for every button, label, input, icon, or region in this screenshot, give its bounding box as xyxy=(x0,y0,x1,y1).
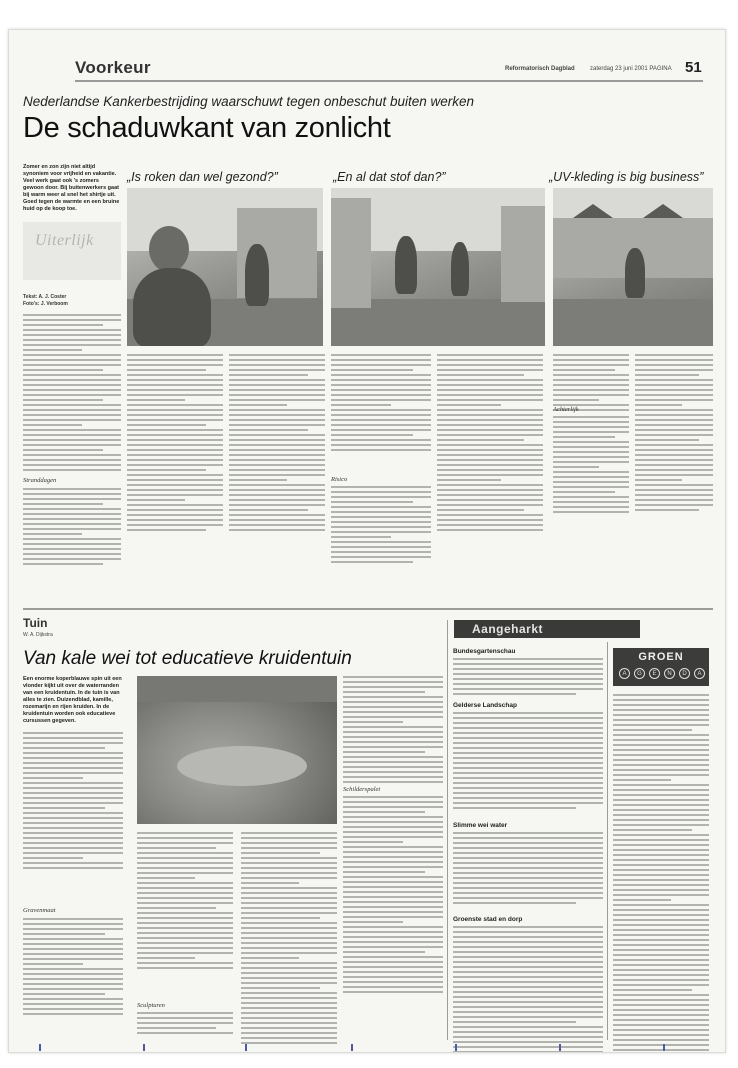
tuin-column-4b xyxy=(343,796,443,993)
item-groenste-stad: Groenste stad en dorp xyxy=(453,916,523,923)
agenda-letter: E xyxy=(649,668,660,679)
item-bundesgartenschau: Bundesgartenschau xyxy=(453,648,516,655)
body-column-3 xyxy=(229,354,325,531)
subhead-risico: Risico xyxy=(331,476,348,483)
subhead-stranddagen: Stranddagen xyxy=(23,477,57,484)
body-column-5 xyxy=(437,354,543,531)
rubric-box xyxy=(23,222,121,280)
tuin-byline: W. A. Dijkstra xyxy=(23,632,53,638)
rubric-tuin: Tuin xyxy=(23,616,48,630)
body-column-4b xyxy=(331,486,431,563)
section-divider xyxy=(23,608,713,610)
tuin-column-3 xyxy=(241,832,337,1044)
groen-title: GROEN xyxy=(638,651,684,663)
masthead xyxy=(75,58,715,82)
agenda-list xyxy=(613,694,709,1053)
aangeharkt-text-4 xyxy=(453,926,603,1053)
agenda-letter: D xyxy=(679,668,690,679)
photo-smoker xyxy=(127,188,323,346)
column-rule xyxy=(447,620,448,1040)
aangeharkt-title: Aangeharkt xyxy=(472,622,544,636)
agenda-letter: A xyxy=(694,668,705,679)
registration-marks xyxy=(39,1044,699,1052)
aangeharkt-text-3 xyxy=(453,832,603,904)
agenda-letter: G xyxy=(634,668,645,679)
aangeharkt-text-1 xyxy=(453,658,603,695)
agenda-letter: N xyxy=(664,668,675,679)
photo-herb-garden xyxy=(137,676,337,824)
rubric-label: Uiterlijk xyxy=(35,232,94,249)
body-column-6 xyxy=(553,354,629,411)
aangeharkt-text-2 xyxy=(453,712,603,809)
tuin-lead: Een enorme koperblauwe spin uit een vlonder kijkt uit over de waterranden van een kruidentuin. In de tuin is van alles te zien. Duizendblad, kamille, rozemarijn en rijen kruiden. In de kruidentuin worden ook educatieve cursussen gegeven. xyxy=(23,676,122,724)
page-number: 51 xyxy=(685,59,702,76)
column-title-1: „Is roken dan wel gezond?” xyxy=(127,170,278,184)
photo-dust xyxy=(331,188,545,346)
body-column-2 xyxy=(127,354,223,531)
byline-text: Tekst: A. J. Coster xyxy=(23,294,67,300)
tuin-column-2 xyxy=(137,832,233,969)
photo-uv-clothing xyxy=(553,188,713,346)
tuin-column-4 xyxy=(343,676,443,783)
body-column-6b xyxy=(553,416,629,513)
body-column-4 xyxy=(331,354,431,451)
body-column-1b xyxy=(23,488,121,565)
column-title-2: „En al dat stof dan?” xyxy=(333,170,446,184)
aangeharkt-banner xyxy=(454,620,640,638)
column-rule xyxy=(607,642,608,1040)
article-kicker: Nederlandse Kankerbestrijding waarschuwt tegen onbeschut buiten werken xyxy=(23,94,475,109)
article-lead: Zomer en zon zijn niet altijd synoniem voor vrijheid en vakantie. Veel werk gaat ook 's zomers gewoon door. Bij buitenwerkers gaat bij warm weer al snel het shirtje uit. Goed tegen de warmte en een bruine huid op de koop toe. xyxy=(23,164,120,212)
groen-agenda-header xyxy=(613,648,709,686)
masthead-rule xyxy=(75,80,703,82)
section-title: Voorkeur xyxy=(75,58,151,77)
newspaper-page xyxy=(8,29,726,1053)
tuin-headline: Van kale wei tot educatieve kruidentuin xyxy=(23,648,352,669)
subhead-sculpturen: Sculpturen xyxy=(137,1002,165,1009)
tuin-column-2b xyxy=(137,1012,233,1034)
item-slimme-wei-water: Slimme wei water xyxy=(453,822,508,829)
paper-name: Reformatorisch Dagblad xyxy=(505,66,575,72)
article-byline xyxy=(23,294,68,308)
tuin-column-1 xyxy=(23,732,123,869)
agenda-letter: A xyxy=(619,668,630,679)
byline-photo: Foto's: J. Verboom xyxy=(23,301,68,307)
article-headline: De schaduwkant van zonlicht xyxy=(23,112,391,144)
agenda-letters xyxy=(619,668,705,679)
subhead-schilderspalet: Schilderspalet xyxy=(343,786,381,793)
tuin-column-1b xyxy=(23,918,123,1015)
issue-date: zaterdag 23 juni 2001 PAGINA xyxy=(590,66,672,72)
column-title-3: „UV-kleding is big business” xyxy=(549,170,704,184)
subhead-achterlijk: Achterlijk xyxy=(553,406,579,413)
subhead-gravenmaat: Gravenmaat xyxy=(23,907,56,914)
item-gelderse-landschap: Gelderse Landschap xyxy=(453,702,517,709)
body-column-7 xyxy=(635,354,713,511)
body-column-1 xyxy=(23,314,121,471)
